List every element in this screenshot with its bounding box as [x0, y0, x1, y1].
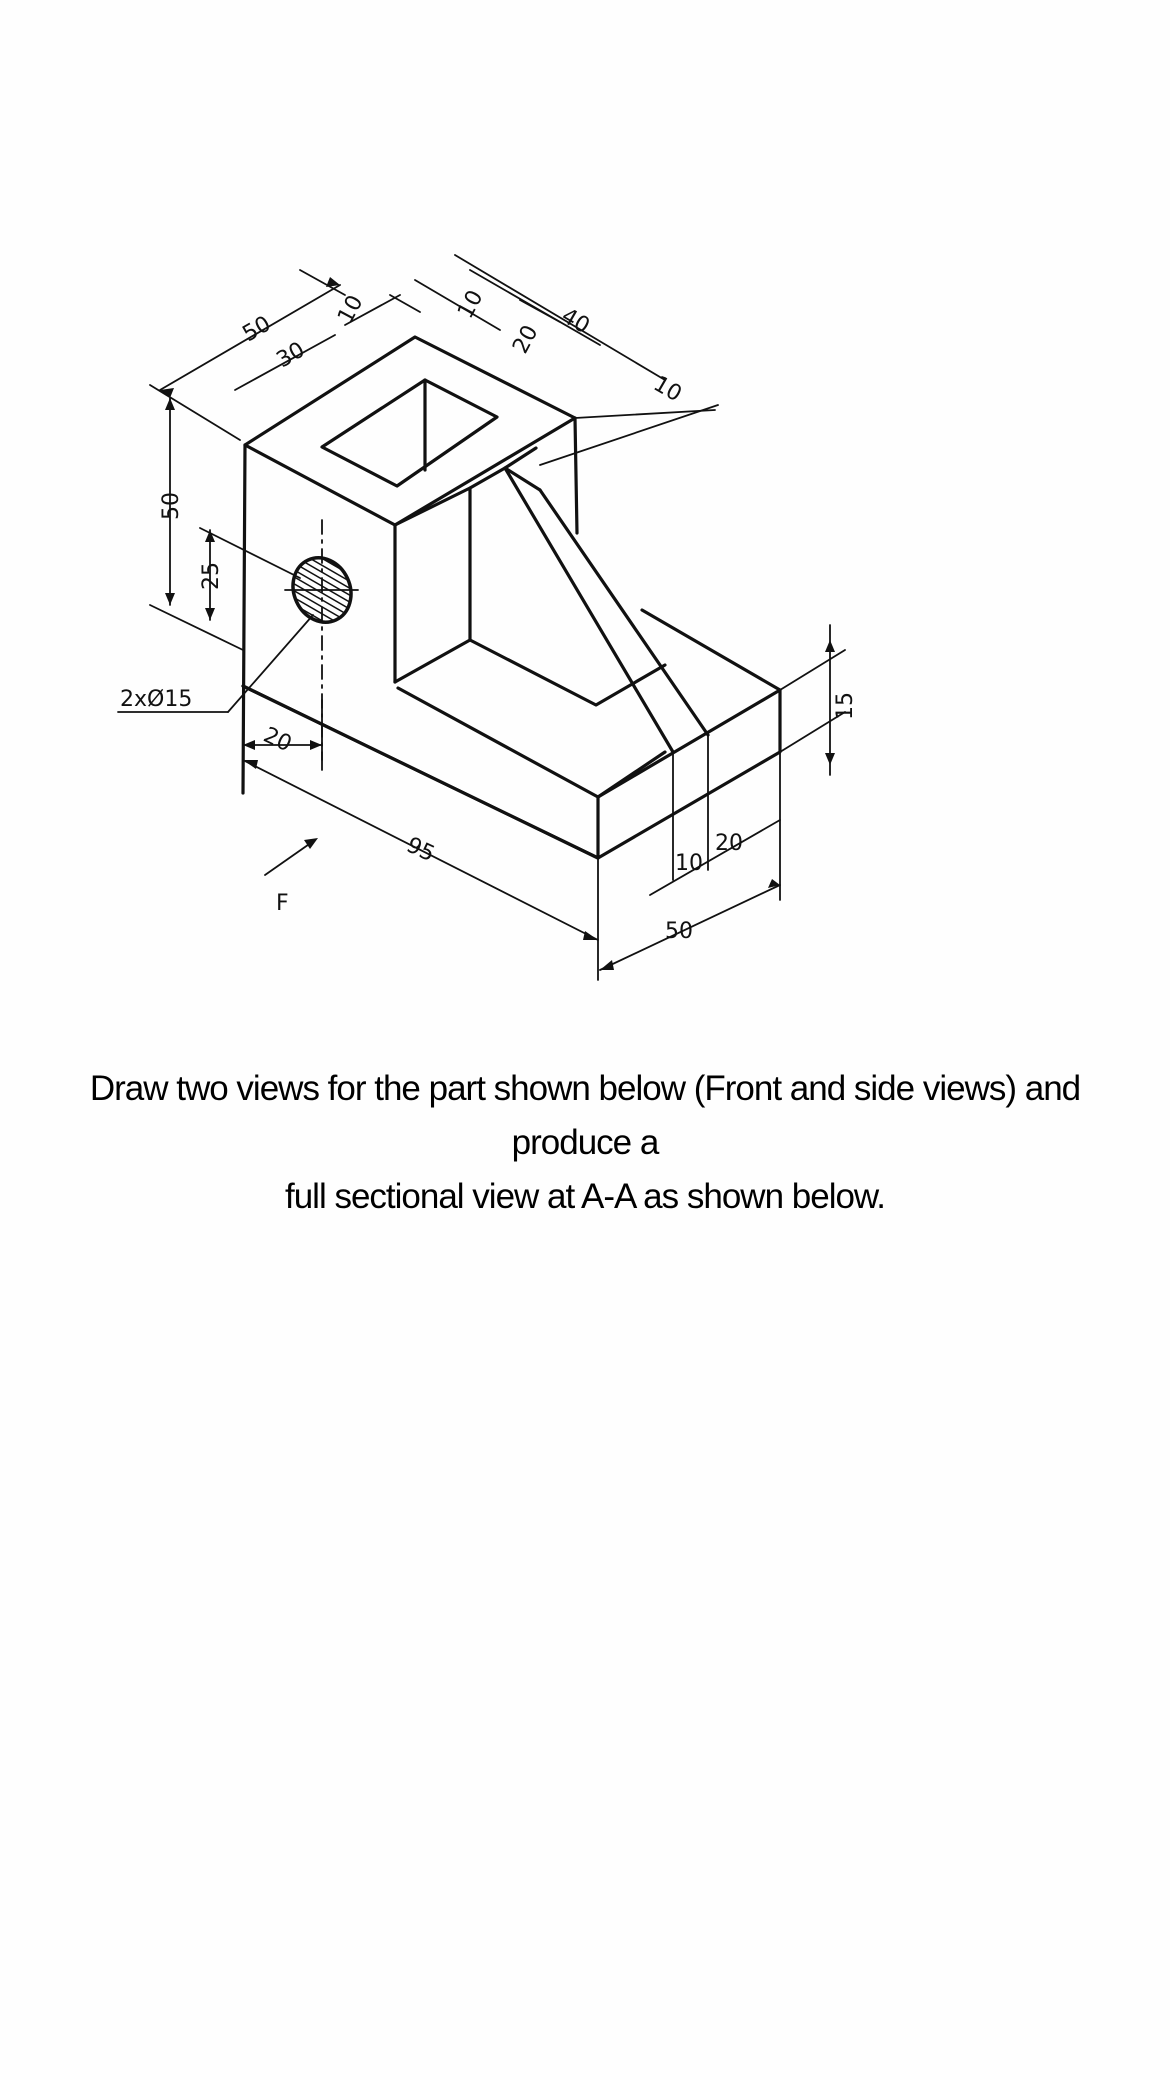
dim-20-top: 20	[508, 321, 544, 358]
dim-15: 15	[833, 692, 858, 720]
view-label-f: F	[276, 891, 289, 916]
dim-50-base: 50	[665, 919, 693, 944]
dim-20-bottom: 20	[259, 722, 296, 758]
dim-50-left: 50	[159, 492, 184, 520]
dim-50-top: 50	[238, 311, 276, 348]
isometric-drawing	[0, 0, 1170, 1000]
dim-40: 40	[557, 303, 594, 340]
dim-10-mid: 10	[453, 286, 489, 323]
dim-30: 30	[272, 337, 310, 374]
dimension-arrows	[160, 277, 835, 970]
dimension-lines	[118, 255, 845, 980]
dim-10-right: 10	[649, 371, 686, 408]
dim-25: 25	[199, 562, 224, 590]
hole-callout: 2xØ15	[120, 687, 193, 712]
dim-20-base: 20	[715, 831, 743, 856]
dimension-labels	[120, 286, 858, 944]
dim-95: 95	[402, 832, 439, 868]
instruction-line-1: Draw two views for the part shown below (Front and side views) and produce a	[89, 1069, 1081, 1162]
instruction-text	[30, 1062, 1140, 1224]
instruction-line-2: full sectional view at A-A as shown below.	[284, 1177, 885, 1216]
dim-10-base: 10	[675, 851, 703, 876]
dim-10-top: 10	[333, 291, 369, 328]
